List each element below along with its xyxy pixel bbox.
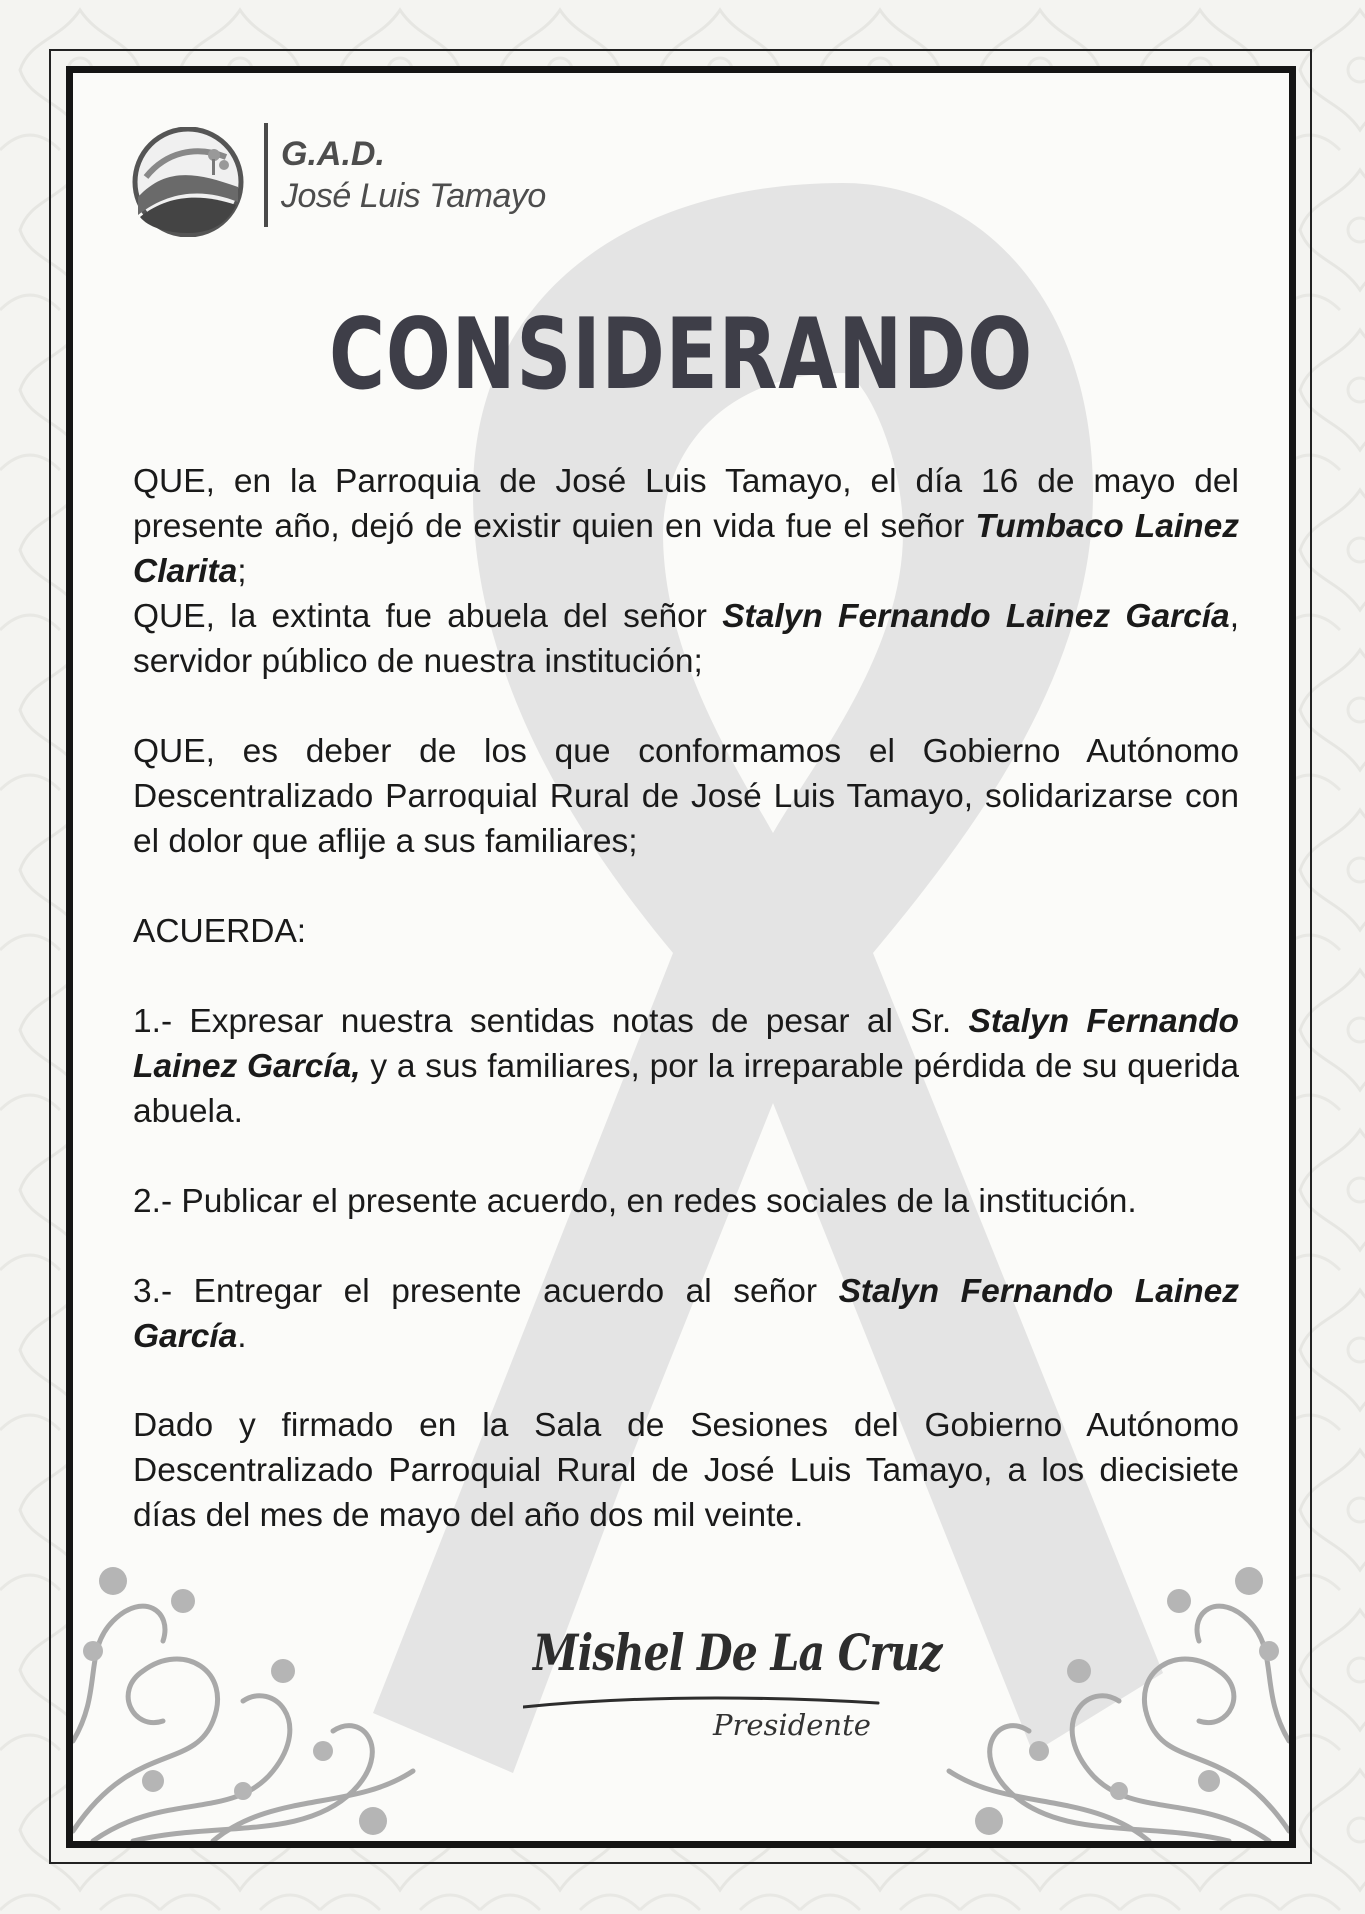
text-run: ; <box>237 553 247 590</box>
emphasized-name: Stalyn Fernando Lainez García, <box>133 1003 1239 1085</box>
emphasized-name: Tumbaco Lainez Clarita <box>133 508 1239 590</box>
landscape-emblem-icon <box>126 127 250 237</box>
text-run: . <box>237 1318 247 1355</box>
signature-role: Presidente <box>713 1708 871 1742</box>
floral-ornament-bottom-left <box>73 1541 453 1841</box>
text-run: QUE, es deber de los que conformamos el Gobierno Autónomo Descentralizado Parroquial Rural de José Luis Tamayo, solidarizarse con el dolor que aflije a sus familiares; <box>133 733 1239 860</box>
logo-divider <box>264 123 268 227</box>
emphasized-name: Stalyn Fernando Lainez García <box>133 1273 1239 1355</box>
text-run: 2.- Publicar el presente acuerdo, en redes sociales de la institución. <box>133 1183 1137 1220</box>
paragraph-3 <box>133 729 1239 864</box>
text-run: 1.- Expresar nuestra sentidas notas de pesar al Sr. <box>133 1003 969 1040</box>
logo-name: José Luis Tamayo <box>281 177 546 215</box>
document-title: CONSIDERANDO <box>328 298 1033 412</box>
resolution-heading <box>133 909 1239 954</box>
floral-ornament-bottom-right <box>909 1541 1289 1841</box>
signature-name: Mishel De La Cruz <box>533 1623 942 1682</box>
document-frame <box>66 66 1296 1848</box>
gad-logo <box>126 117 586 247</box>
closing-paragraph <box>133 1403 1239 1538</box>
text-run: Dado y firmado en la Sala de Sesiones del Gobierno Autónomo Descentralizado Parroquial Rural de José Luis Tamayo, a los diecisiete días del mes de mayo del año dos mil veinte. <box>133 1407 1239 1534</box>
emphasized-name: Stalyn Fernando Lainez García <box>722 598 1230 635</box>
text-run: QUE, la extinta fue abuela del señor <box>133 598 723 635</box>
signature-block <box>513 1623 942 1763</box>
text-run: 3.- Entregar el presente acuerdo al señor <box>133 1273 839 1310</box>
resolution-item-3 <box>133 1269 1239 1359</box>
text-run: QUE, en la Parroquia de José Luis Tamayo, el día 16 de mayo del presente año, dejó de existir quien en vida fue el señor <box>133 463 1239 545</box>
logo-abbreviation: G.A.D. <box>281 135 385 173</box>
text-run: ACUERDA: <box>133 913 307 950</box>
paragraph-2 <box>133 594 1239 684</box>
text-run: y a sus familiares, por la irreparable pérdida de su querida abuela. <box>133 1048 1240 1130</box>
resolution-item-2 <box>133 1179 1239 1224</box>
resolution-item-1 <box>133 999 1239 1134</box>
paragraph-1 <box>133 459 1239 594</box>
text-run: , servidor público de nuestra institución; <box>133 598 1239 680</box>
